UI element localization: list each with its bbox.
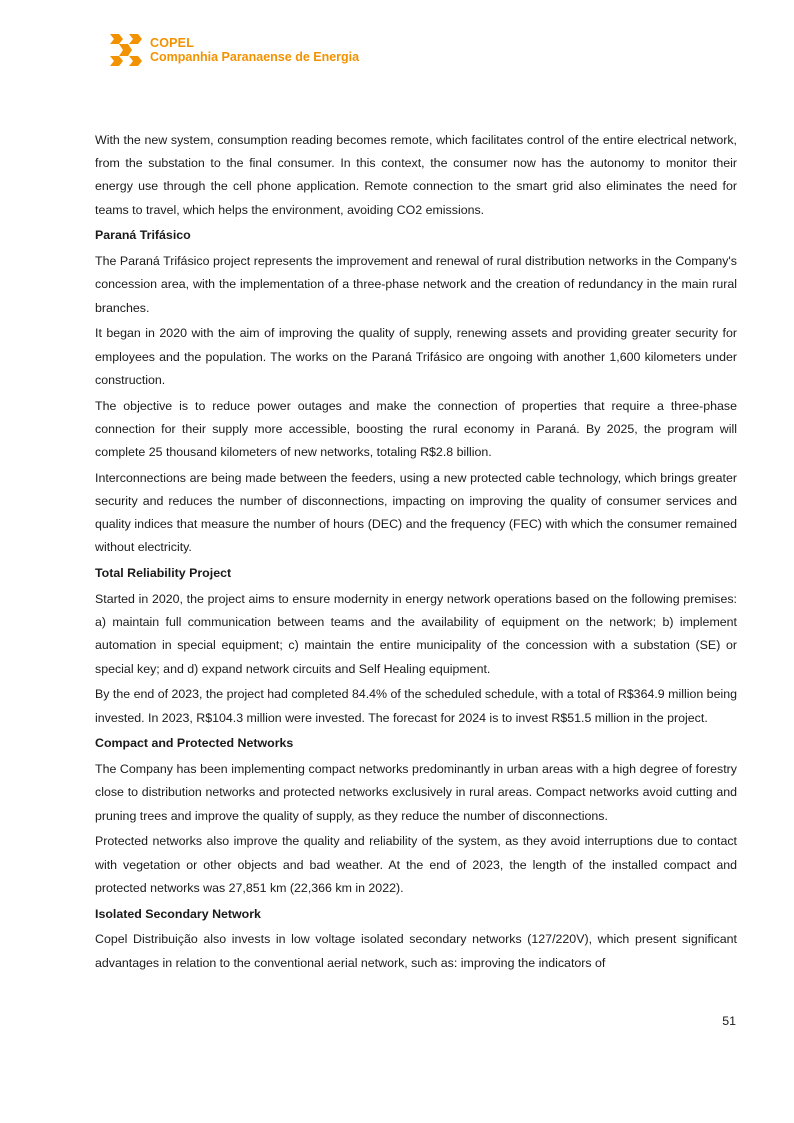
paragraph-parana-2: It began in 2020 with the aim of improving the quality of supply, renewing assets and providing greater security for employees and the population. The works on the Paraná Trifásico are ongoing with another 1,600 kilometers under construction.	[95, 326, 737, 387]
brand-name: COPEL	[150, 36, 195, 50]
heading-total-reliability: Total Reliability Project	[95, 566, 232, 581]
paragraph-compact-2: Protected networks also improve the quality and reliability of the system, as they avoid interruptions due to contact with vegetation or other objects and bad weather. At the end of 2023, the length of the installed compact and protected networks was 27,851 km (22,366 km in 2022).	[95, 834, 737, 895]
page-number: 51	[722, 1014, 736, 1028]
paragraph-parana-1: The Paraná Trifásico project represents the improvement and renewal of rural distribution networks in the Company's concession area, with the implementation of a three-phase network and the creation of redundancy in the main rural branches.	[95, 254, 737, 315]
document-body	[95, 129, 737, 977]
heading-parana-trifasico: Paraná Trifásico	[95, 228, 191, 243]
paragraph-compact-1: The Company has been implementing compact networks predominantly in urban areas with a high degree of forestry close to distribution networks and protected networks exclusively in rural areas. Compact networks avoid cutting and pruning trees and improve the quality of supply, as they reduce the number of disconnections.	[95, 762, 737, 823]
copel-logo-icon	[108, 32, 144, 68]
heading-compact-networks: Compact and Protected Networks	[95, 736, 294, 751]
paragraph-isolated-1: Copel Distribuição also invests in low voltage isolated secondary networks (127/220V), which present significant advantages in relation to the conventional aerial network, such as: improving the indicators of	[95, 932, 737, 970]
company-full-name: Companhia Paranaense de Energia	[150, 50, 360, 64]
paragraph-intro: With the new system, consumption reading becomes remote, which facilitates control of the entire electrical network, from the substation to the final consumer. In this context, the consumer now has the autonomy to monitor their energy use through the cell phone application. Remote connection to the smart grid also eliminates the need for teams to travel, which helps the environment, avoiding CO2 emissions.	[95, 133, 737, 217]
paragraph-parana-3: The objective is to reduce power outages and make the connection of properties that require a three-phase connection for their supply more accessible, boosting the rural economy in Paraná. By 2025, the program will complete 25 thousand kilometers of new networks, totaling R$2.8 billion.	[95, 398, 737, 460]
page-header	[108, 30, 359, 70]
heading-isolated-secondary: Isolated Secondary Network	[95, 906, 261, 921]
paragraph-reliability-2: By the end of 2023, the project had completed 84.4% of the scheduled schedule, with a total of R$364.9 million being invested. In 2023, R$104.3 million were invested. The forecast for 2024 is to invest R$51.5 million in the project.	[95, 687, 737, 725]
company-logo-text	[150, 36, 359, 64]
paragraph-reliability-1: Started in 2020, the project aims to ensure modernity in energy network operations based on the following premises: a) maintain full communication between teams and the availability of equipment on the network; b) implement automation in special equipment; c) maintain the entire municipality of the concession with a substation (SE) or special key; and d) expand network circuits and Self Healing equipment.	[95, 592, 737, 676]
paragraph-parana-4: Interconnections are being made between the feeders, using a new protected cable technology, which brings greater security and reduces the number of disconnections, impacting on improving the quality of consumer services and quality indices that measure the number of hours (DEC) and the frequency (FEC) with which the consumer remained without electricity.	[95, 470, 737, 555]
